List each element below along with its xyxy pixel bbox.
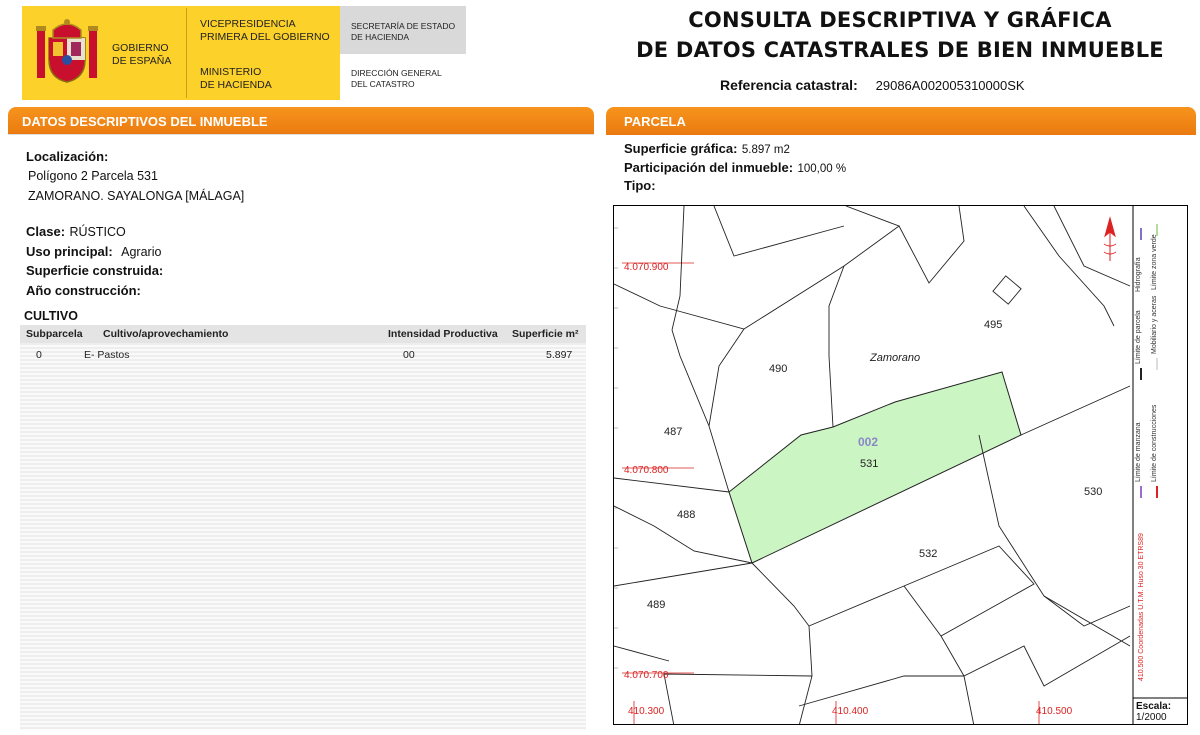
sup-grafica-value: 5.897 m2 (741, 144, 790, 156)
secretaria-text (351, 21, 455, 43)
title-line2: DE DATOS CATASTRALES DE BIEN INMUEBLE (636, 38, 1164, 62)
tipo-label: Tipo: (624, 178, 656, 193)
section-underline (8, 134, 594, 135)
coord-y-800: 4.070.800 (624, 465, 669, 476)
superficie-grafica-row (624, 140, 790, 158)
coord-y-700: 4.070.700 (624, 670, 669, 681)
legend-zona-verde: Límite zona verde (1151, 234, 1158, 290)
section-title-parcela: PARCELA (624, 114, 686, 129)
section-bar-parcela (606, 107, 1196, 135)
gobierno-line2: DE ESPAÑA (112, 55, 172, 67)
ministerio-text (200, 66, 272, 92)
section-title-datos: DATOS DESCRIPTIVOS DEL INMUEBLE (22, 114, 268, 129)
parcel-label-531: 531 (860, 458, 879, 470)
participacion-value: 100,00 % (797, 163, 847, 175)
parcel-label-530: 530 (1084, 486, 1103, 498)
dir-line1: DIRECCIÓN GENERAL (351, 68, 442, 78)
participacion-row (624, 159, 846, 177)
superficie-construida-label: Superficie construida: (26, 263, 164, 278)
sup-grafica-label: Superficie gráfica: (624, 141, 738, 156)
legend-mobiliario: Mobiliario y aceras (1151, 295, 1158, 354)
gobierno-text (112, 42, 171, 68)
th-superficie: Superficie m² (512, 328, 579, 340)
ref-label: Referencia catastral: (720, 77, 858, 93)
legend-limite-construcciones: Límite de construcciones (1151, 404, 1158, 482)
cell-cultivo: E- Pastos (84, 349, 130, 361)
scale-value: 1/2000 (1136, 712, 1167, 723)
vice-line2: PRIMERA DEL GOBIERNO (200, 31, 330, 43)
cell-subparcela: 0 (36, 349, 42, 361)
cell-superficie: 5.897 (546, 349, 573, 361)
cell-intensidad: 00 (403, 349, 415, 361)
legend-coords-note: 410.500 Coordenadas U.T.M. Huso 30 ETRS89 (1138, 533, 1145, 681)
uso-label: Uso principal: (26, 244, 113, 259)
parcel-label-490: 490 (769, 363, 788, 375)
section-bar-datos (8, 107, 594, 135)
legend-hidrografia: Hidrografía (1135, 257, 1142, 292)
ref-catastral (720, 77, 1025, 93)
title-line1: CONSULTA DESCRIPTIVA Y GRÁFICA (688, 8, 1112, 32)
sec-line2: DE HACIENDA (351, 32, 410, 42)
dir-line2: DEL CATASTRO (351, 79, 415, 89)
coord-y-900: 4.070.900 (624, 262, 669, 273)
cultivo-title: CULTIVO (24, 309, 78, 323)
clase-row (26, 223, 126, 241)
cadastral-map (613, 205, 1188, 725)
participacion-label: Participación del inmueble: (624, 160, 794, 175)
parcel-label-495: 495 (984, 319, 1003, 331)
parcel-label-488: 488 (677, 509, 696, 521)
coord-x-300: 410.300 (628, 706, 665, 717)
coat-of-arms-icon (33, 16, 101, 88)
coord-x-400: 410.400 (832, 706, 869, 717)
north-arrow-icon (1104, 218, 1116, 261)
ref-value: 29086A002005310000SK (875, 78, 1025, 93)
min-line2: DE HACIENDA (200, 79, 272, 91)
localizacion-line1: Polígono 2 Parcela 531 (28, 169, 158, 183)
parcel-label-487: 487 (664, 426, 683, 438)
th-intensidad: Intensidad Productiva (388, 328, 498, 340)
place-name-label: Zamorano (870, 352, 921, 364)
legend-limite-manzana: Límite de manzana (1135, 422, 1142, 482)
map-drawing (614, 206, 1188, 725)
vicepresidencia-text (200, 18, 330, 44)
parcel-label-489: 489 (647, 599, 666, 611)
clase-label: Clase: (26, 224, 66, 239)
cultivo-table (20, 325, 586, 730)
clase-value: RÚSTICO (69, 225, 126, 239)
legend-limite-parcela: Límite de parcela (1135, 310, 1142, 364)
scale-label: Escala: (1136, 701, 1172, 712)
sec-line1: SECRETARÍA DE ESTADO (351, 21, 456, 31)
subparcel-code: 002 (858, 435, 879, 449)
uso-row (26, 243, 161, 261)
direccion-text (351, 68, 442, 90)
min-line1: MINISTERIO (200, 66, 262, 78)
localizacion-line2: ZAMORANO. SAYALONGA [MÁLAGA] (28, 189, 245, 203)
th-subparcela: Subparcela (26, 328, 83, 340)
vice-line1: VICEPRESIDENCIA (200, 18, 296, 30)
logo-divider (186, 8, 187, 98)
ano-construccion-label: Año construcción: (26, 283, 141, 298)
uso-value: Agrario (121, 245, 162, 259)
page-title (610, 8, 1190, 62)
gobierno-line1: GOBIERNO (112, 42, 169, 54)
coord-x-500: 410.500 (1036, 706, 1073, 717)
th-cultivo: Cultivo/aprovechamiento (103, 328, 229, 340)
parcel-label-532: 532 (919, 548, 938, 560)
localizacion-label: Localización: (26, 149, 109, 164)
